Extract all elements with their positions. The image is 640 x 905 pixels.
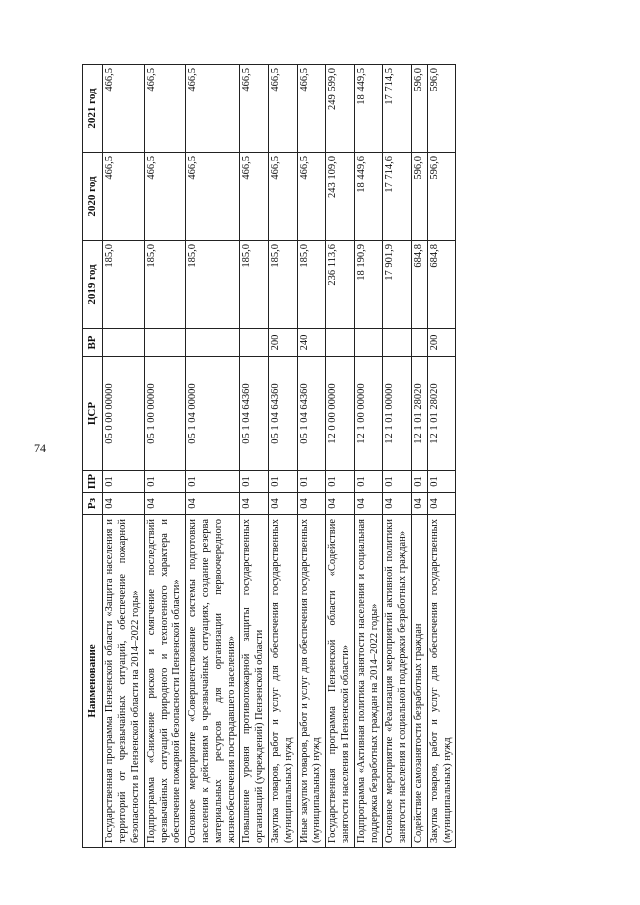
row-2021: 249 599,0 — [326, 65, 355, 153]
row-csr: 05 1 04 64360 — [268, 357, 297, 471]
row-pr: 01 — [326, 471, 355, 493]
row-pr: 01 — [383, 471, 412, 493]
row-2021: 18 449,5 — [354, 65, 383, 153]
row-2020: 466,5 — [103, 153, 144, 241]
row-pr: 01 — [144, 471, 185, 493]
row-rz: 04 — [326, 493, 355, 515]
row-vr — [411, 329, 427, 357]
row-2019: 17 901,9 — [383, 241, 412, 329]
row-2020: 596,0 — [427, 153, 456, 241]
row-name: Основное мероприятие «Совершенствование системы подготовки населения к действиям в чрезвычайных ситуациях, создание резерва материальных ресурсов для организации первоочередного жизнеобеспечения пострадавшего населения» — [186, 515, 240, 848]
row-2020: 17 714,6 — [383, 153, 412, 241]
row-2019: 684,8 — [411, 241, 427, 329]
row-vr — [103, 329, 144, 357]
row-2021: 596,0 — [427, 65, 456, 153]
table-row — [103, 65, 144, 848]
table-row — [383, 65, 412, 848]
row-2020: 466,5 — [268, 153, 297, 241]
row-2020: 243 109,0 — [326, 153, 355, 241]
table-row — [411, 65, 427, 848]
row-rz: 04 — [411, 493, 427, 515]
table-row — [186, 65, 240, 848]
table-row — [144, 65, 185, 848]
row-csr: 05 0 00 00000 — [103, 357, 144, 471]
header-name: Наименование — [83, 515, 103, 848]
row-2021: 466,5 — [240, 65, 269, 153]
row-rz: 04 — [354, 493, 383, 515]
row-2021: 466,5 — [268, 65, 297, 153]
table-row — [427, 65, 456, 848]
row-2021: 466,5 — [186, 65, 240, 153]
header-2021: 2021 год — [83, 65, 103, 153]
row-rz: 04 — [297, 493, 326, 515]
row-name: Государственная программа Пензенской области «Содействие занятости населения в Пензенской области» — [326, 515, 355, 848]
table-row — [240, 65, 269, 848]
row-csr: 12 1 00 00000 — [354, 357, 383, 471]
row-vr: 200 — [427, 329, 456, 357]
row-csr: 12 1 01 28020 — [411, 357, 427, 471]
table-row — [297, 65, 326, 848]
row-2020: 466,5 — [240, 153, 269, 241]
row-name: Подпрограмма «Активная политика занятости населения и социальная поддержка безработных граждан на 2014–2022 годы» — [354, 515, 383, 848]
row-2021: 17 714,5 — [383, 65, 412, 153]
row-vr — [240, 329, 269, 357]
row-csr: 12 0 00 00000 — [326, 357, 355, 471]
header-2020: 2020 год — [83, 153, 103, 241]
row-vr — [326, 329, 355, 357]
header-2019: 2019 год — [83, 241, 103, 329]
row-pr: 01 — [268, 471, 297, 493]
row-name: Содействие самозанятости безработных граждан — [411, 515, 427, 848]
row-pr: 01 — [427, 471, 456, 493]
row-rz: 04 — [144, 493, 185, 515]
row-2021: 596,0 — [411, 65, 427, 153]
row-pr: 01 — [186, 471, 240, 493]
row-2021: 466,5 — [103, 65, 144, 153]
row-vr: 200 — [268, 329, 297, 357]
row-2019: 185,0 — [144, 241, 185, 329]
table-row — [326, 65, 355, 848]
row-csr: 12 1 01 00000 — [383, 357, 412, 471]
row-2020: 466,5 — [297, 153, 326, 241]
rotated-page-content — [82, 65, 565, 848]
row-rz: 04 — [383, 493, 412, 515]
row-pr: 01 — [411, 471, 427, 493]
row-rz: 04 — [186, 493, 240, 515]
row-csr: 05 1 04 64360 — [297, 357, 326, 471]
row-2019: 18 190,9 — [354, 241, 383, 329]
row-csr: 05 1 04 00000 — [186, 357, 240, 471]
table-row — [268, 65, 297, 848]
row-2019: 185,0 — [268, 241, 297, 329]
row-vr: 240 — [297, 329, 326, 357]
row-2019: 185,0 — [240, 241, 269, 329]
row-vr — [144, 329, 185, 357]
row-2021: 466,5 — [297, 65, 326, 153]
row-2019: 185,0 — [186, 241, 240, 329]
row-vr — [354, 329, 383, 357]
row-2020: 466,5 — [144, 153, 185, 241]
row-name: Основное мероприятие «Реализация мероприятий активной политики занятости населения и социальной поддержки безработных граждан» — [383, 515, 412, 848]
row-rz: 04 — [427, 493, 456, 515]
row-name: Повышение уровня противопожарной защиты государственных организаций (учреждений) Пензенской области — [240, 515, 269, 848]
row-2019: 684,8 — [427, 241, 456, 329]
row-2019: 185,0 — [103, 241, 144, 329]
row-csr: 12 1 01 28020 — [427, 357, 456, 471]
row-pr: 01 — [240, 471, 269, 493]
row-rz: 04 — [103, 493, 144, 515]
row-pr: 01 — [354, 471, 383, 493]
table-header-row — [83, 65, 103, 848]
row-name: Государственная программа Пензенской области «Защита населения и территорий от чрезвычайных ситуаций, обеспечение пожарной безопасности в Пензенской области на 2014–2022 годы» — [103, 515, 144, 848]
header-csr: ЦСР — [83, 357, 103, 471]
row-2021: 466,5 — [144, 65, 185, 153]
row-name: Закупка товаров, работ и услуг для обеспечения государственных (муниципальных) нужд — [268, 515, 297, 848]
row-csr: 05 1 04 64360 — [240, 357, 269, 471]
header-rz: Рз — [83, 493, 103, 515]
row-vr — [186, 329, 240, 357]
row-vr — [383, 329, 412, 357]
row-pr: 01 — [297, 471, 326, 493]
row-csr: 05 1 00 00000 — [144, 357, 185, 471]
page-number: 74 — [34, 441, 46, 455]
row-2019: 185,0 — [297, 241, 326, 329]
row-2020: 596,0 — [411, 153, 427, 241]
row-name: Подпрограмма «Снижение рисков и смягчение последствий чрезвычайных ситуаций природного и техногенного характера и обеспечение пожарной безопасности Пензенской области» — [144, 515, 185, 848]
row-name: Иные закупки товаров, работ и услуг для обеспечения государственных (муниципальных) нужд — [297, 515, 326, 848]
row-name: Закупка товаров, работ и услуг для обеспечения государственных (муниципальных) нужд — [427, 515, 456, 848]
row-2020: 18 449,6 — [354, 153, 383, 241]
header-vr: ВР — [83, 329, 103, 357]
budget-table — [82, 64, 456, 848]
header-pr: ПР — [83, 471, 103, 493]
row-rz: 04 — [240, 493, 269, 515]
row-2020: 466,5 — [186, 153, 240, 241]
row-2019: 236 113,6 — [326, 241, 355, 329]
table-row — [354, 65, 383, 848]
row-pr: 01 — [103, 471, 144, 493]
row-rz: 04 — [268, 493, 297, 515]
